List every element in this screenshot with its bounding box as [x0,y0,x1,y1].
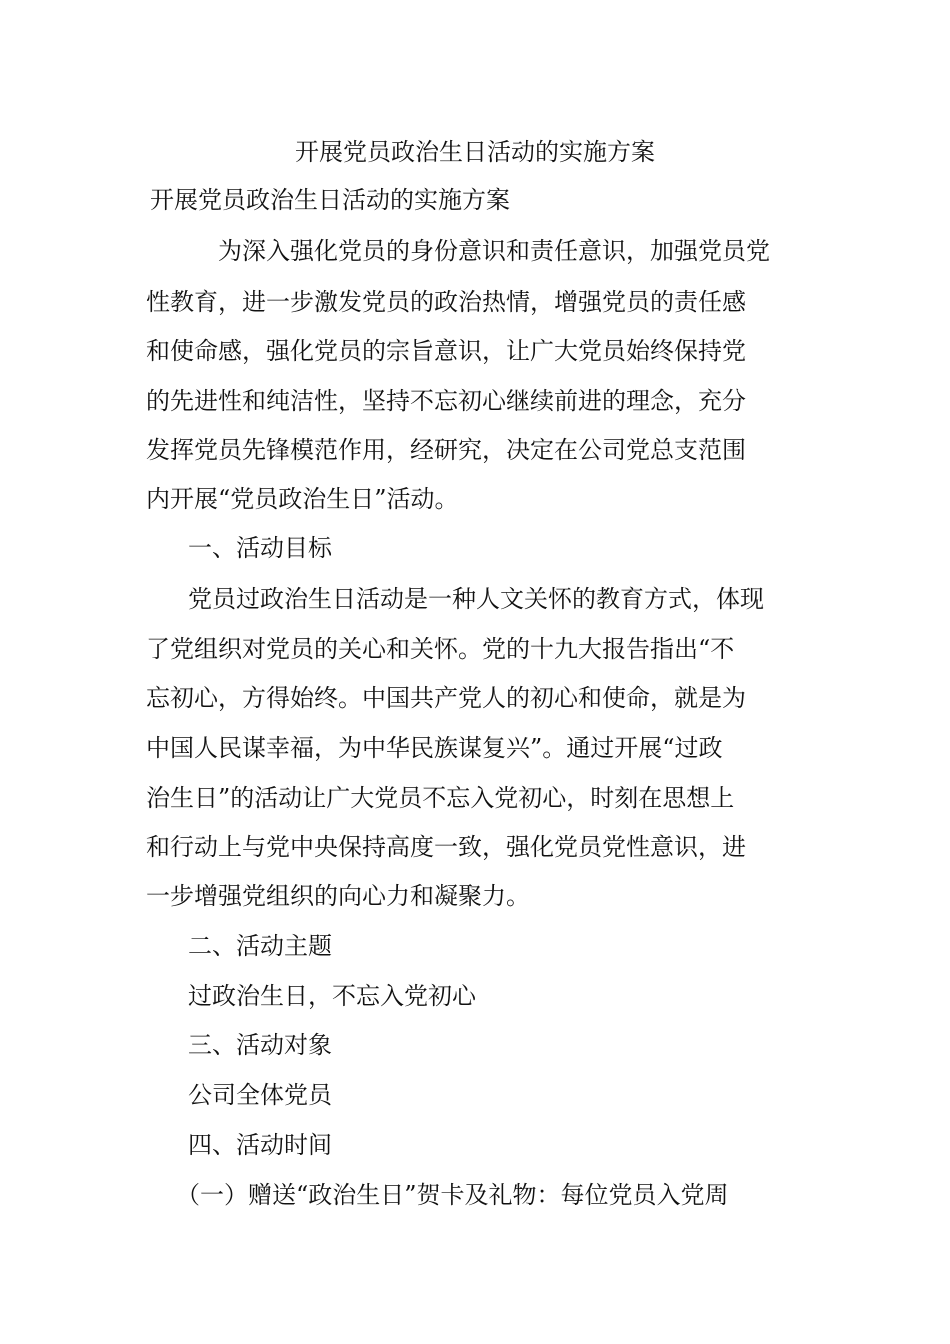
goal-line: 忘初心，方得始终。中国共产党人的初心和使命，就是为 [146,684,746,712]
document-subtitle: 开展党员政治生日活动的实施方案 [150,186,510,214]
intro-line: 内开展“党员政治生日”活动。 [146,485,459,513]
intro-line: 性教育，进一步激发党员的政治热情，增强党员的责任感 [146,288,746,316]
intro-line: 和使命感，强化党员的宗旨意识，让广大党员始终保持党 [146,337,746,365]
goal-line: 了党组织对党员的关心和关怀。党的十九大报告指出“不 [146,635,735,663]
intro-line: 为深入强化党员的身份意识和责任意识，加强党员党 [218,237,770,265]
goal-line: 和行动上与党中央保持高度一致，强化党员党性意识，进 [146,833,746,861]
section-heading-theme: 二、活动主题 [188,932,332,960]
document-title: 开展党员政治生日活动的实施方案 [295,138,655,166]
goal-line: 一步增强党组织的向心力和凝聚力。 [146,882,530,910]
section-heading-goal: 一、活动目标 [188,534,332,562]
theme-text: 过政治生日，不忘入党初心 [188,982,476,1010]
section-heading-time: 四、活动时间 [188,1131,332,1159]
goal-line: 党员过政治生日活动是一种人文关怀的教育方式，体现 [188,585,764,613]
goal-line: 治生日”的活动让广大党员不忘入党初心，时刻在思想上 [146,784,735,812]
time-text: （一）赠送“政治生日”贺卡及礼物：每位党员入党周 [176,1181,729,1209]
audience-text: 公司全体党员 [188,1081,332,1109]
intro-line: 发挥党员先锋模范作用，经研究，决定在公司党总支范围 [146,436,746,464]
intro-line: 的先进性和纯洁性，坚持不忘初心继续前进的理念，充分 [146,387,746,415]
section-heading-audience: 三、活动对象 [188,1031,332,1059]
goal-line: 中国人民谋幸福，为中华民族谋复兴”。通过开展“过政 [146,734,723,762]
